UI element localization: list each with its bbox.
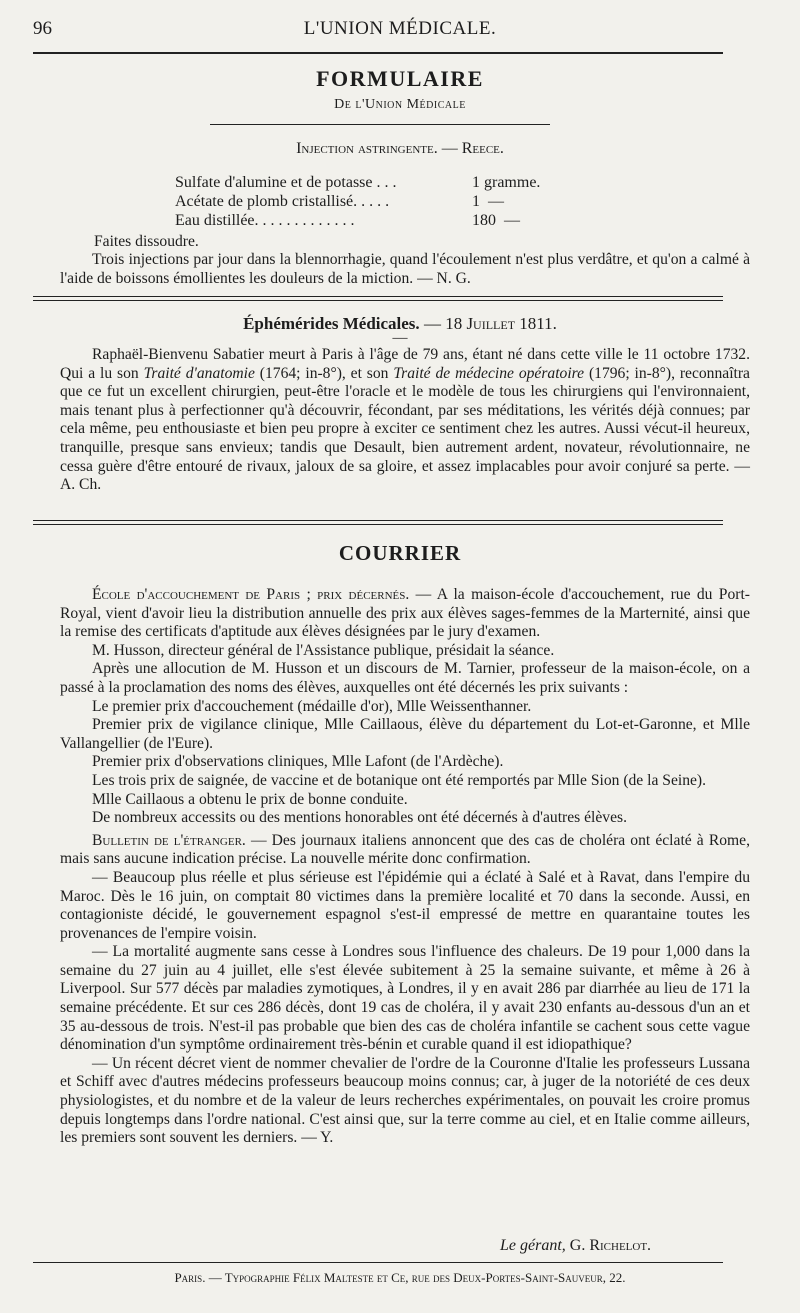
signature-role: Le gérant,	[500, 1237, 566, 1254]
news-paragraph: — La mortalité augmente sans cesse à Londres sous l'influence des chaleurs. De 19 pour 1,000 dans la semaine du 27 juin au 4 juillet, elle s'est élevée subitement à 25 la semaine suivante, et même à 26 à Liverpool. Sur 577 décès par maladies zymotiques, à Londres, il y en avait 286 par diarrhée au lieu de 171 la semaine précédente. Et sur ces 286 décès, dont 19 cas de choléra, il y avait 230 enfants au-dessous d'un an et 35 au-dessous de trois. N'est-il pas probable que bien des cas de choléra infantile se cachent sous cette vague dénomination d'un symptôme ordinairement très-bénin et curable quand il est idiopathique?	[60, 943, 750, 1054]
work-title: Traité de médecine opératoire	[393, 364, 585, 382]
recipe-title: Injection astringente. — Reece.	[296, 140, 504, 157]
courrier-paragraph: M. Husson, directeur général de l'Assistance publique, présidait la séance.	[92, 641, 555, 659]
note-text: Trois injections par jour dans la blennorrhagie, quand l'écoulement n'est plus verdâtre, et qu'on a calmé à l'aide de boissons émollientes les douleurs de la miction. — N. G.	[60, 251, 750, 287]
courrier-paragraph: De nombreux accessits ou des mentions honorables ont été décernés à d'autres élèves.	[92, 809, 627, 827]
ephemerides-dash: —	[392, 330, 408, 346]
signature	[500, 1237, 651, 1255]
ecole-label: École d'accouchement de Paris ; prix décernés.	[92, 586, 410, 603]
courrier-paragraph: Les trois prix de saignée, de vaccine et de botanique ont été remportés par Mlle Sion (de la Seine).	[92, 771, 707, 789]
journal-title: L'UNION MÉDICALE.	[303, 18, 497, 39]
ingredient-name: Eau distillée. . . . . . . . . . . . .	[175, 212, 355, 229]
imprint: Paris. — Typographie Félix Malteste et Ce, rue des Deux-Portes-Saint-Sauveur, 22.	[174, 1270, 626, 1285]
text-run: — Des journaux italiens annoncent que des cas de choléra ont éclaté à Rome, mais sans aucune indication précise. La nouvelle mérite donc confirmation.	[60, 831, 750, 868]
ephemerides-body	[60, 346, 750, 495]
news-paragraph: — Un récent décret vient de nommer chevalier de l'ordre de la Couronne d'Italie les professeurs Lussana et Schiff avec d'autres médecins professeurs beaucoup moins connus; car, à juger de la notoriété de ces deux physiologistes, et du nombre et de la valeur de leurs recherches expérimentales, on pouvait les croire promus depuis longtemps dans l'ordre national. C'est ainsi que, sur la terre comme au ciel, et en Italie comme ailleurs, les premiers sont souvent les derniers. — Y.	[60, 1054, 750, 1147]
ingredient-qty: 180 —	[472, 212, 520, 229]
courrier-body	[60, 586, 750, 1148]
instruction-text: Faites dissoudre.	[94, 233, 199, 250]
ephemerides-text	[60, 346, 750, 495]
formulaire-rule	[210, 124, 550, 125]
bulletin-label: Bulletin de l'étranger.	[92, 831, 246, 849]
courrier-title: COURRIER	[338, 541, 462, 565]
courrier-paragraph: Le premier prix d'accouchement (médaille d'or), Mlle Weissenthanner.	[92, 697, 532, 715]
ephemerides-date: — 18 Juillet 1811.	[423, 314, 557, 333]
bulletin-paragraph	[60, 832, 750, 869]
courrier-paragraph: Mlle Caillaous a obtenu le prix de bonne conduite.	[92, 790, 408, 808]
section-rule	[33, 300, 723, 301]
ingredient-qty: 1 gramme.	[472, 174, 541, 191]
section-rule	[33, 520, 723, 521]
recipe-instruction	[94, 233, 744, 252]
text-run: (1764; in-8°), et son	[254, 364, 394, 382]
ingredient-qty: 1 —	[472, 193, 504, 210]
recipe-note	[60, 251, 750, 288]
news-paragraph: — Beaucoup plus réelle et plus sérieuse est l'épidémie qui a éclaté à Salé et à Ravat, dans l'empire du Maroc. Dès le 16 juin, on comptait 80 victimes dans la première localité et 70 dans la seconde. Aussi, en contagioniste décidé, le gouvernement espagnol s'est-il empressé de mettre en quarantaine toutes les provenances de l'empire voisin.	[60, 868, 750, 942]
section-rule	[33, 524, 723, 525]
signature-name: G. Richelot.	[569, 1237, 652, 1254]
text-run: — A la maison-école d'accouchement, rue du Port-Royal, vient d'avoir lieu la distribution annuelle des prix aux élèves sages-femmes de la Marternité, ainsi que la remise des certificats d'aptitude aux élèves désignées par le jury d'examen.	[60, 586, 750, 641]
courrier-paragraph: Premier prix d'observations cliniques, Mlle Lafont (de l'Ardèche).	[92, 753, 504, 771]
ingredient-name: Acétate de plomb cristallisé. . . . .	[175, 193, 390, 210]
header-rule	[33, 52, 723, 54]
work-title: Traité d'anatomie	[143, 364, 255, 382]
courrier-paragraph: Après une allocution de M. Husson et un discours de M. Tarnier, professeur de la maison-école, on a passé à la proclamation des noms des élèves, auxquelles ont été décernés les prix suivants :	[60, 660, 750, 696]
footer-rule	[33, 1262, 723, 1263]
ecole-paragraph	[60, 586, 750, 642]
formulaire-title: FORMULAIRE	[316, 66, 484, 91]
ingredient-name: Sulfate d'alumine et de potasse . . .	[175, 174, 397, 191]
courrier-paragraph: Premier prix de vigilance clinique, Mlle Caillaous, élève du département du Lot-et-Garonne, et Mlle Vallangellier (de l'Eure).	[60, 716, 750, 752]
section-rule	[33, 296, 723, 297]
text-run: (1796; in-8°), reconnaîtra que ce fut un excellent chirurgien, peut-être l'oracle et le modèle de tous les chirurgiens qui l'environnaient, mais tenant plus à perfectionner qu'à découvrir, fécondant, par ses méditations, les vérités déjà connues; par cela même, peu enthousiaste et bien peu propre à exciter ce sentiment chez les autres. Aussi vécut-il heureux, tranquille, presque sans envieux; tandis que Desault, bien autrement ardent, novateur, révolutionnaire, ne cessa guère d'être entouré de rivaux, jaloux de sa gloire, et assez implacables pour avoir conjuré sa perte. — A. Ch.	[60, 364, 750, 494]
page-number: 96	[33, 18, 52, 39]
formulaire-subtitle: De l'Union Médicale	[334, 97, 466, 112]
text-run: Raphaël-Bienvenu Sabatier meurt à Paris à l'âge de 79 ans, étant né dans cette ville le 11 octobre 1732. Qui a lu son	[60, 346, 750, 382]
ephemerides-heading: Éphémérides Médicales.	[243, 314, 420, 333]
